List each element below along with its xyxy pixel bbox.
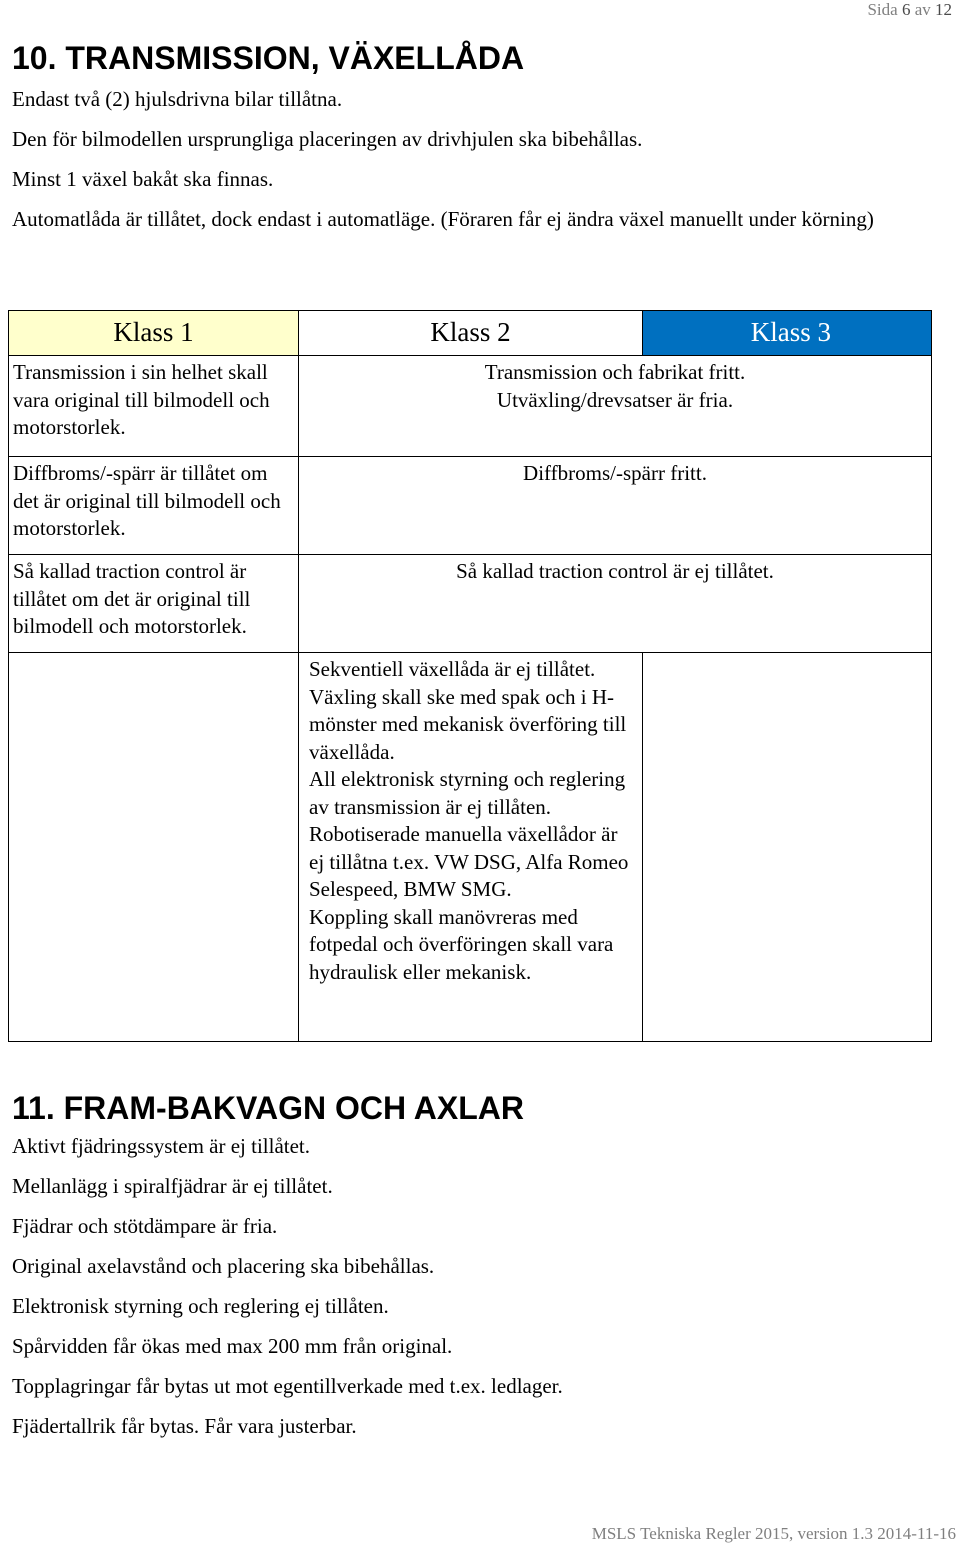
section-11-title: 11. FRAM-BAKVAGN OCH AXLAR: [12, 1090, 525, 1126]
list-item: Elektronisk styrning och reglering ej tillåten.: [12, 1294, 389, 1318]
total-pages: 12: [935, 0, 952, 19]
table-row: [9, 653, 932, 1042]
table-row: [9, 457, 932, 555]
page-label: Sida: [867, 0, 898, 19]
table-row: [9, 356, 932, 457]
header-klass-2: Klass 2: [299, 311, 643, 356]
list-item: Spårvidden får ökas med max 200 mm från original.: [12, 1334, 453, 1358]
section-11-list: [12, 1133, 912, 1453]
klass3-cell: [643, 653, 932, 1042]
section-10-title: 10. TRANSMISSION, VÄXELLÅDA: [12, 40, 525, 76]
list-item: Aktivt fjädringssystem är ej tillåtet.: [12, 1134, 311, 1158]
klass1-cell: [9, 653, 299, 1042]
document-footer: MSLS Tekniska Regler 2015, version 1.3 2014-11-16: [591, 1524, 956, 1543]
list-item: Fjädrar och stötdämpare är fria.: [12, 1214, 278, 1238]
section-10-paragraph: Endast två (2) hjulsdrivna bilar tillåtna.: [12, 87, 343, 111]
klass1-cell: Diffbroms/-spärr är tillåtet om det är original till bilmodell och motorstorlek.: [9, 457, 299, 555]
table-row: [9, 555, 932, 653]
section-10-paragraph: Automatlåda är tillåtet, dock endast i automatläge. (Föraren får ej ändra växel manuellt under körning): [12, 207, 874, 231]
klass1-cell: Så kallad traction control är tillåtet om det är original till bilmodell och motorstorlek.: [9, 555, 299, 653]
list-item: Original axelavstånd och placering ska bibehållas.: [12, 1254, 435, 1278]
header-klass-1: Klass 1: [9, 311, 299, 356]
transmission-rules-table: [8, 310, 932, 1042]
klass2-cell: Sekventiell växellåda är ej tillåtet. Växling skall ske med spak och i H-mönster med mekanisk överföring till växellåda. All elektronisk styrning och reglering av transmission är ej tillåten. Robotiserade manuella växellådor är ej tillåtna t.ex. VW DSG, Alfa Romeo Selespeed, BMW SMG. Koppling skall manövreras med fotpedal och överföringen skall vara hydraulisk eller mekanisk.: [299, 653, 643, 1042]
list-item: Mellanlägg i spiralfjädrar är ej tillåtet.: [12, 1174, 333, 1198]
list-item: Fjädertallrik får bytas. Får vara justerbar.: [12, 1414, 357, 1438]
section-10-paragraph: Minst 1 växel bakåt ska finnas.: [12, 167, 274, 191]
klass23-cell: Så kallad traction control är ej tillåtet.: [299, 555, 932, 653]
list-item: Topplagringar får bytas ut mot egentillverkade med t.ex. ledlager.: [12, 1374, 563, 1398]
klass23-cell: Transmission och fabrikat fritt. Utväxling/drevsatser är fria.: [299, 356, 932, 457]
table-header-row: [9, 311, 932, 356]
current-page: 6: [901, 0, 911, 19]
klass23-cell: Diffbroms/-spärr fritt.: [299, 457, 932, 555]
page-number: [867, 0, 952, 20]
klass1-cell: Transmission i sin helhet skall vara original till bilmodell och motorstorlek.: [9, 356, 299, 457]
header-klass-3: Klass 3: [643, 311, 932, 356]
section-10-paragraph: Den för bilmodellen ursprungliga placeringen av drivhjulen ska bibehållas.: [12, 127, 643, 151]
page-of: av: [914, 0, 931, 19]
